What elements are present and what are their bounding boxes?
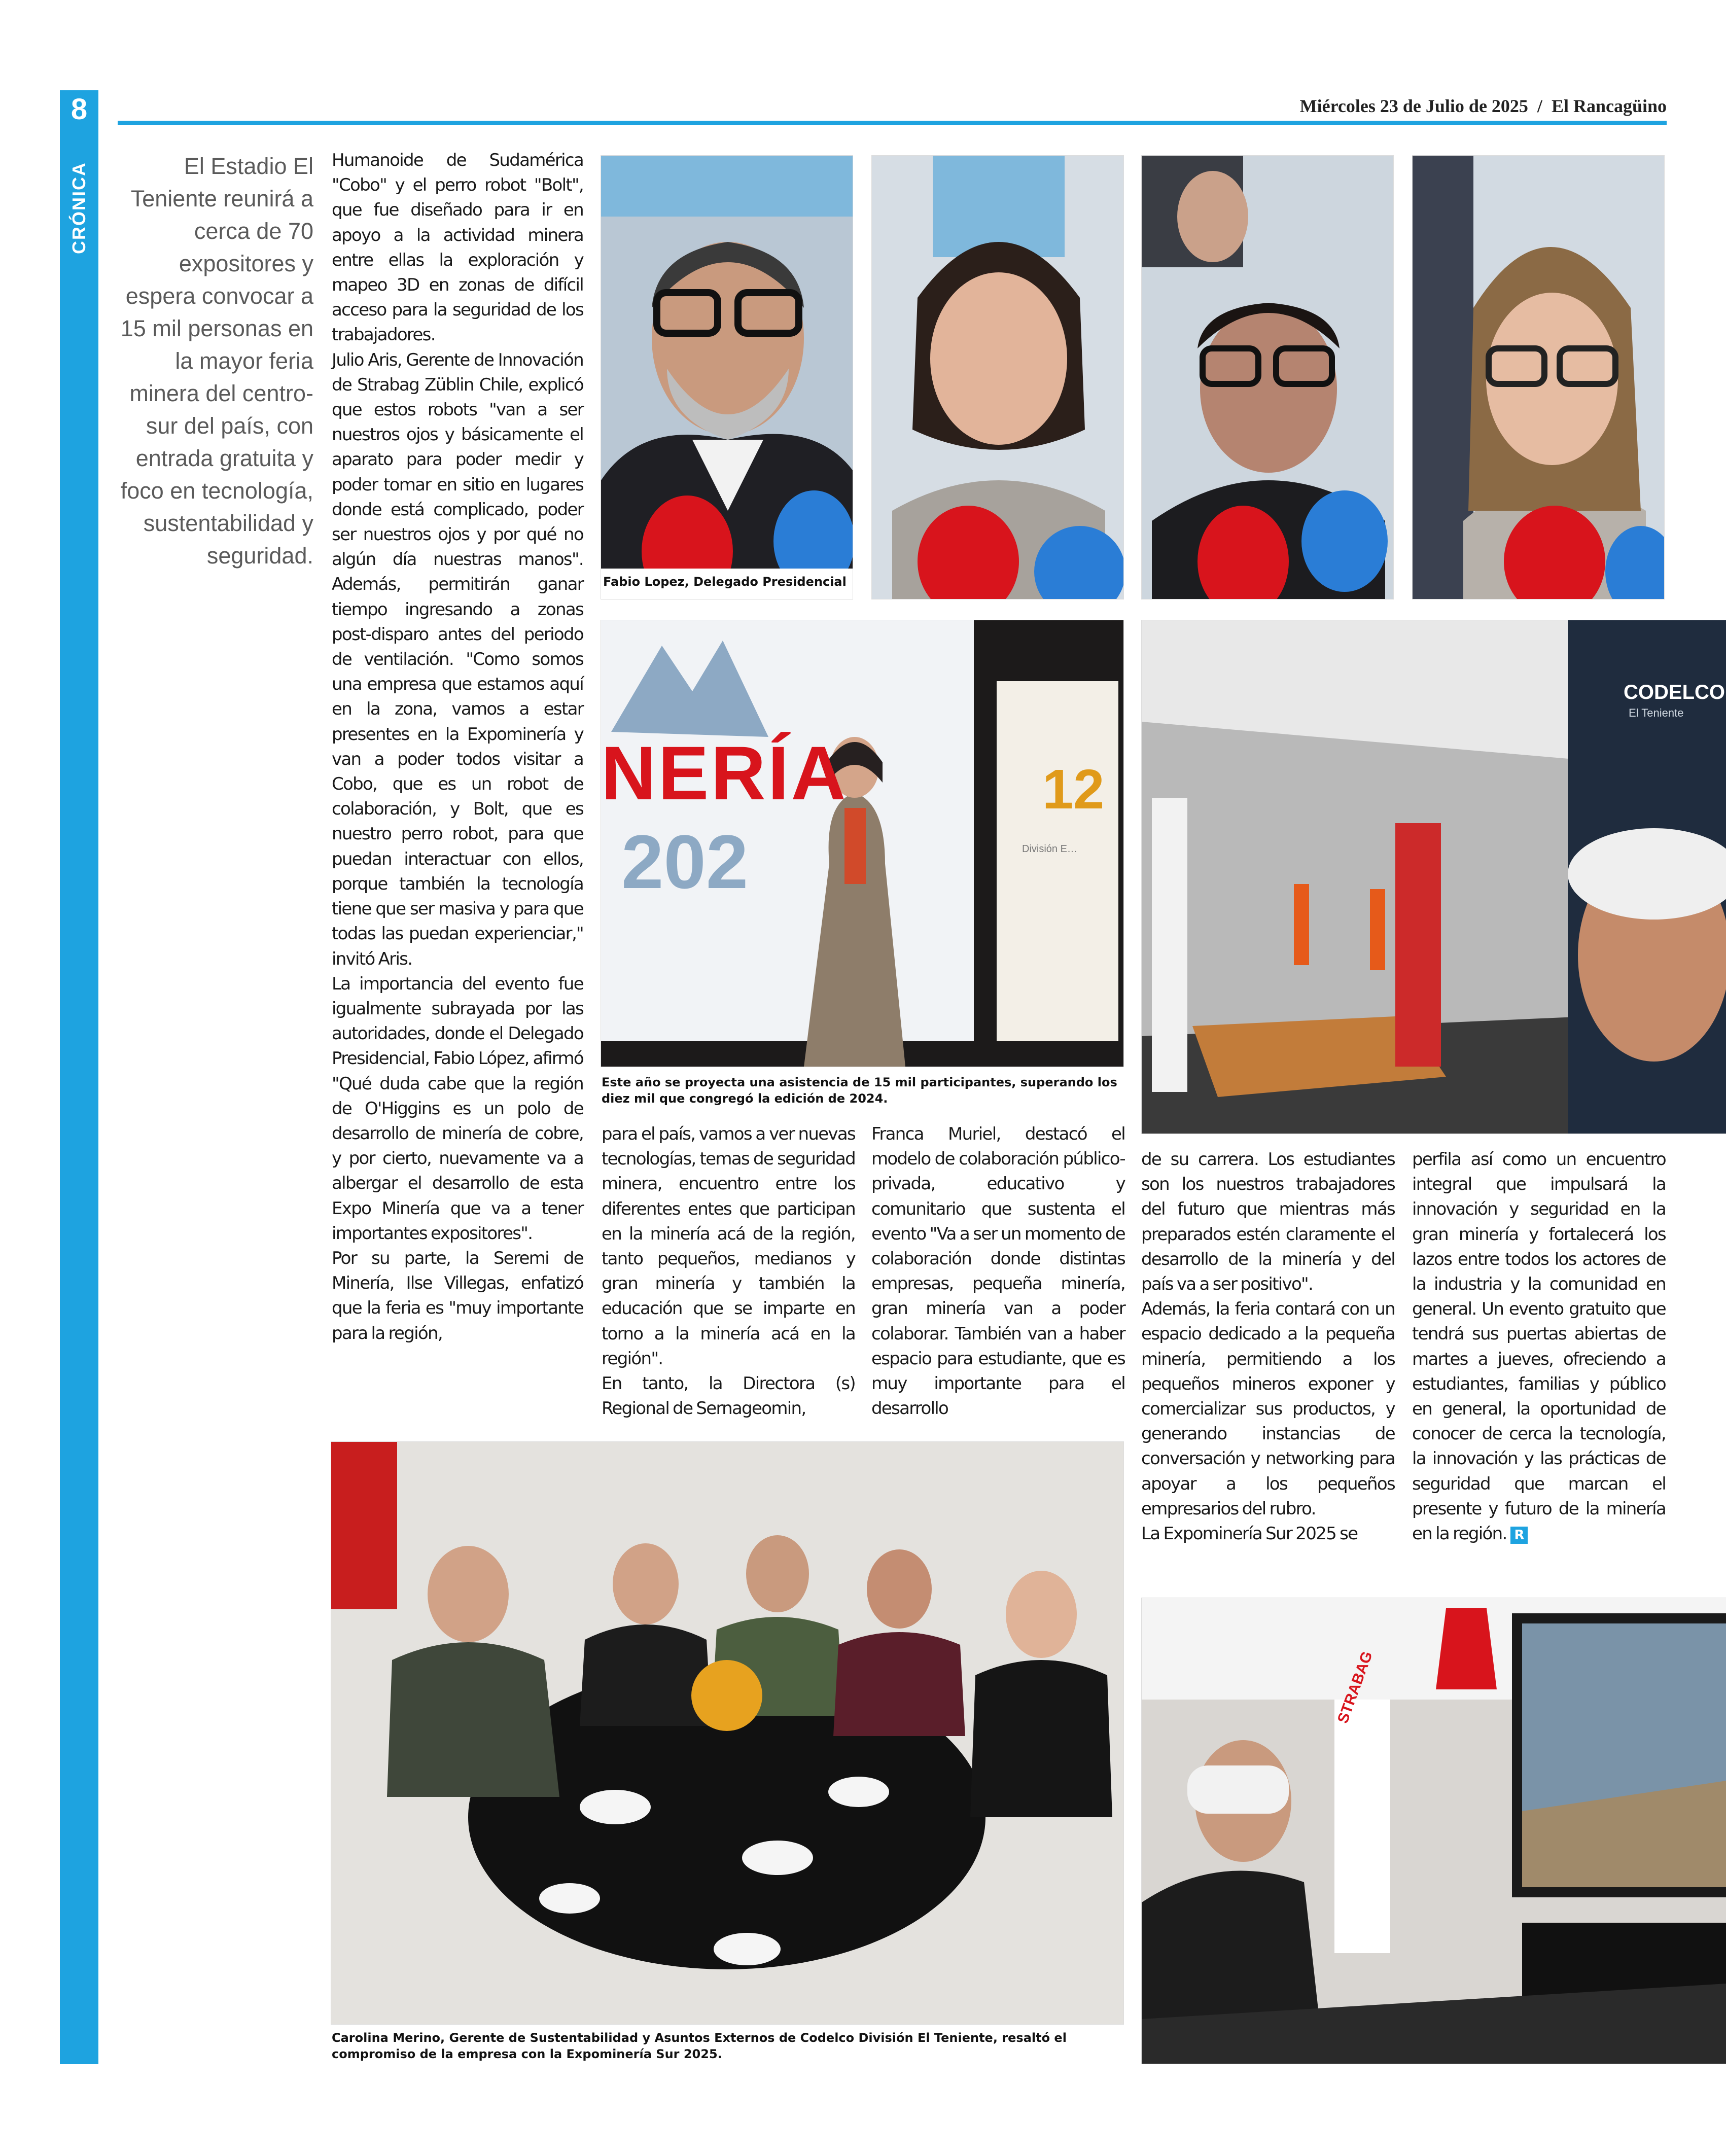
header-separator: / <box>1537 96 1542 116</box>
photo-stage-speaker <box>601 620 1124 1067</box>
article-paragraph: La importancia del evento fue igualmente subrayada por las autoridades, donde el Delegado Presidencial, Fabio López, afirmó "Qué duda cabe que la región de O'Higgins es un polo de desarrollo de minería de cobre, y por cierto, nuevamente va a albergar el desarrollo de esta Expo Minería que va a tener importantes expositores". <box>332 973 583 1244</box>
photo-vr-simulator <box>1141 1598 1726 2064</box>
article-column-2 <box>602 1122 855 1421</box>
article-paragraph <box>1412 1147 1666 1546</box>
portrait-woman-blonde-icon <box>1413 156 1664 599</box>
article-text: perfila así como un encuentro integral que impulsará la innovación y seguridad en la gran minería y fortalecerá los lazos entre todos los actores de la industria y la comunidad en general. Un evento gratuito que tendrá sus puertas abiertas de martes a jueves, ofreciendo a estudiantes, familias y público en general, la oportunidad de conocer de cerca la tecnología, la innovación y las prácticas de seguridad que marcan el presente y futuro de la minería en la región. <box>1412 1149 1666 1544</box>
photo-woman-portrait-3 <box>1412 155 1665 599</box>
photo-fabio-lopez <box>601 155 853 599</box>
portrait-woman-glasses-icon <box>1142 156 1393 599</box>
stage-banner-title: NERÍA <box>601 730 848 816</box>
caption-table: Carolina Merino, Gerente de Sustentabilidad y Asuntos Externos de Codelco División El Teniente, resaltó el compromiso de la empresa con la Expominería Sur 2025. <box>332 2031 1067 2061</box>
photo-round-table-meeting <box>331 1441 1124 2025</box>
article-paragraph: Por su parte, la Seremi de Minería, Ilse Villegas, enfatizó que la feria es "muy importante para la región, <box>332 1248 583 1344</box>
article-column-4 <box>1141 1147 1395 1546</box>
stage-banner-small: División E… <box>1022 843 1077 855</box>
caption-stage: Este año se proyecta una asistencia de 15 mil participantes, superando los diez mil que congregó la edición de 2024. <box>602 1075 1117 1106</box>
portrait-woman-icon <box>872 156 1123 599</box>
caption-fabio: Fabio Lopez, Delegado Presidencial <box>601 569 853 599</box>
article-paragraph: En tanto, la Directora (s) Regional de Sernageomin, <box>602 1373 855 1419</box>
codelco-logo: CODELCO <box>1624 681 1725 703</box>
article-paragraph: Franca Muriel, destacó el modelo de colaboración público-privada, educativo y comunitario que sustenta el evento "Va a ser un momento de colaboración donde distintas empresas, pequeña minería, gran minería van a poder colaborar. También van a haber espacio para estudiante, que es muy importante para el desarrollo <box>871 1124 1125 1419</box>
header-dateline <box>1300 95 1667 117</box>
article-column-5 <box>1412 1147 1666 1546</box>
photo-woman-portrait-2 <box>1141 155 1394 599</box>
section-sidebar <box>60 90 98 2064</box>
article-paragraph: Además, la feria contará con un espacio dedicado a la pequeña minería, permitiendo a los pequeños mineros exponer y comercializar sus productos, y generando instancias de conversación y networking para apoyar a los pequeños empresarios del rubro. <box>1141 1299 1395 1519</box>
portrait-man-glasses-icon <box>601 156 853 599</box>
vr-simulator-icon <box>1142 1598 1726 2064</box>
article-paragraph: Julio Aris, Gerente de Innovación de Strabag Züblin Chile, explicó que estos robots "van a ser nuestros ojos y básicamente el aparato para poder medir y poder tomar en sitio en lugares donde está complicado, poder ser nuestros ojos y por qué no algún día nuestras manos". Además, permitirán ganar tiempo ingresando a zonas post-disparo antes del periodo de ventilación. "Como somos una empresa que estamos aquí en la zona, vamos a estar presentes en la Expominería y van a poder todos visitar a Cobo, que es un robot de colaboración, y Bolt, que es nuestro perro robot, para que puedan interactuar con ellos, porque también la tecnología tiene que ser masiva y para que todas las puedan experienciar," invitó Aris. <box>332 349 583 969</box>
photo-exhibition-hall <box>1141 620 1726 1134</box>
article-column-1 <box>332 148 583 1346</box>
stage-banner-120: 12 <box>1042 758 1105 821</box>
section-label <box>60 152 98 264</box>
stage-banner-year: 202 <box>621 819 749 904</box>
end-mark-icon: R <box>1510 1527 1528 1544</box>
lead-paragraph: El Estadio El Teniente reunirá a cerca de 70 expositores y espera convocar a 15 mil personas en la mayor feria minera del centro-sur del país, con entrada gratuita y foco en tecnología, sustentabilidad y seguridad. <box>120 153 313 569</box>
section-label-text: CRÓNICA <box>68 162 89 254</box>
header-paper: El Rancagüino <box>1551 96 1667 116</box>
codelco-logo-sub: El Teniente <box>1629 706 1684 719</box>
strabag-banner: STRABAG <box>1334 1649 1376 1726</box>
page-number: 8 <box>71 93 88 126</box>
photo-woman-portrait-1 <box>871 155 1124 599</box>
header-rule <box>118 121 1667 125</box>
round-table-icon <box>331 1442 1123 2024</box>
article-paragraph: Humanoide de Sudamérica "Cobo" y el perro robot "Bolt", que fue diseñado para ir en apoyo a la actividad minera entre ellas la exploración y mapeo 3D en zonas de difícil acceso para la seguridad de los trabajadores. <box>332 150 583 345</box>
header-date: Miércoles 23 de Julio de 2025 <box>1299 96 1528 116</box>
article-paragraph: para el país, vamos a ver nuevas tecnologías, temas de seguridad minera, encuentro entre los diferentes entes que participan en la minería acá de la región, tanto pequeños, medianos y gran minería y también la educación que se imparte en torno a la minería acá en la región". <box>602 1124 855 1369</box>
article-paragraph: de su carrera. Los estudiantes son los nuestros trabajadores del futuro que mientras más preparados estén claramente el desarrollo de la minería y del país va a ser positivo". <box>1141 1149 1395 1295</box>
article-column-3 <box>871 1122 1125 1421</box>
article-paragraph: La Expominería Sur 2025 se <box>1141 1524 1358 1544</box>
